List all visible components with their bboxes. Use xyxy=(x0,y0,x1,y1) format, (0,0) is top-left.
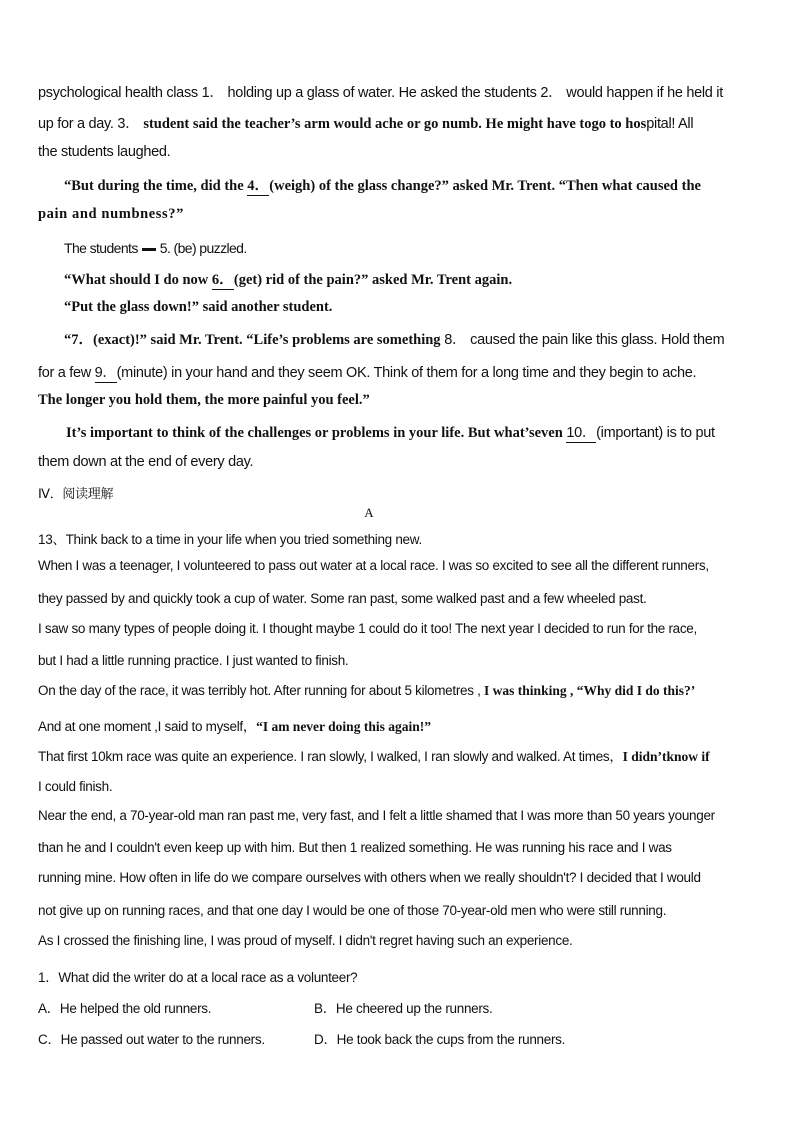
blank-number-1: 1． xyxy=(201,85,224,101)
cloze-line-5: pain and numbness?” xyxy=(38,206,184,222)
option-a: A．He helped the old runners. xyxy=(38,1001,212,1016)
cloze-line-9 xyxy=(64,328,724,349)
text: “I am never doing this again!” xyxy=(256,719,431,734)
dash-mark xyxy=(142,248,156,251)
blank-number-9: 9． xyxy=(95,361,117,383)
text: “7．(exact)!” said Mr. Trent. “Life’s problems are something xyxy=(64,332,445,348)
cloze-line-11: The longer you hold them, the more painful you feel.” xyxy=(38,392,370,408)
text: (weigh) of the glass change?” asked Mr. Trent. “Then what caused the xyxy=(269,178,701,194)
section-title: Ⅳ．阅读理解 xyxy=(38,486,114,501)
text: psychological health class xyxy=(38,85,202,101)
text: pital! All xyxy=(646,116,694,132)
reading-line-6 xyxy=(38,715,431,735)
text: for a few xyxy=(38,365,95,381)
part-label: A xyxy=(364,505,374,520)
reading-line-12: not give up on running races, and that one day I would be one of those 70-year-old men who were still running. xyxy=(38,903,667,918)
reading-line-9: Near the end, a 70-year-old man ran past me, very fast, and I felt a little shamed that I was more than 50 years younger xyxy=(38,808,715,823)
text: That first 10km race was quite an experience. I ran slowly, I walked, I ran slowly and walked. At times， xyxy=(38,749,623,764)
reading-line-11: running mine. How often in life do we compare ourselves with others when we really shouldn't? I decided that I would xyxy=(38,870,701,885)
text: student said the teacher’s arm would ache or go numb. He might have togo to hos xyxy=(143,116,647,132)
reading-line-4: but I had a little running practice. I just wanted to finish. xyxy=(38,653,349,668)
text: It’s important to think of the challenges or problems in your life. But what’seven xyxy=(66,425,567,441)
reading-line-1: When I was a teenager, I volunteered to pass out water at a local race. I was so excited to see all the different runners, xyxy=(38,558,709,573)
cloze-line-10 xyxy=(38,361,696,383)
reading-line-3: I saw so many types of people doing it. I thought maybe 1 could do it too! The next year I decided to run for the race, xyxy=(38,621,697,636)
blank-number-8: 8． xyxy=(444,332,467,348)
reading-line-2: they passed by and quickly took a cup of water. Some ran past, some walked past and a few wheeled past. xyxy=(38,591,647,606)
text: caused the pain like this glass. Hold them xyxy=(470,332,725,348)
reading-intro: 13、Think back to a time in your life when you tried something new. xyxy=(38,532,422,547)
text: (get) rid of the pain?” asked Mr. Trent again. xyxy=(233,272,513,288)
text: (minute) in your hand and they seem OK. Think of them for a long time and they begin to ache. xyxy=(116,365,697,381)
cloze-line-8: “Put the glass down!” said another student. xyxy=(64,299,333,315)
cloze-line-1 xyxy=(38,81,723,102)
cloze-line-2 xyxy=(38,112,693,133)
cloze-line-3: the students laughed. xyxy=(38,144,171,160)
text: The students xyxy=(64,240,138,256)
option-b: B．He cheered up the runners. xyxy=(314,1001,493,1016)
text: I didn’tknow if xyxy=(622,749,710,764)
question-stem: 1．What did the writer do at a local race as a volunteer? xyxy=(38,970,358,985)
cloze-line-13: them down at the end of every day. xyxy=(38,454,254,470)
option-d: D．He took back the cups from the runners. xyxy=(314,1032,566,1047)
reading-line-13: As I crossed the finishing line, I was proud of myself. I didn't regret having such an experience. xyxy=(38,933,573,948)
text: (important) is to put xyxy=(596,425,715,441)
blank-number-4: 4． xyxy=(247,174,269,196)
reading-line-7 xyxy=(38,745,710,765)
blank-number-3: 3． xyxy=(117,116,140,132)
cloze-line-4 xyxy=(64,174,701,196)
text: would happen if he held it xyxy=(566,85,723,101)
text: I was thinking , “Why did I do this?’ xyxy=(484,683,696,698)
text: “What should I do now xyxy=(64,272,212,288)
reading-line-5 xyxy=(38,683,695,699)
text: And at one moment ,I said to myself， xyxy=(38,719,257,734)
blank-number-10: 10． xyxy=(566,421,596,443)
cloze-line-7 xyxy=(64,268,512,290)
blank-number-6: 6． xyxy=(212,268,234,290)
reading-line-10: than he and I couldn't even keep up with him. But then 1 realized something. He was running his race and I was xyxy=(38,840,672,855)
option-c: C．He passed out water to the runners. xyxy=(38,1032,265,1047)
blank-number-2: 2． xyxy=(540,85,563,101)
text: 5. (be) puzzled. xyxy=(159,240,247,256)
text: holding up a glass of water. He asked the students xyxy=(227,85,541,101)
text: “But during the time, did the xyxy=(64,178,248,194)
cloze-line-6 xyxy=(64,240,247,256)
text: On the day of the race, it was terribly hot. After running for about 5 kilometres , xyxy=(38,683,485,698)
cloze-line-12 xyxy=(66,421,715,443)
text: up for a day. xyxy=(38,116,118,132)
reading-line-8: I could finish. xyxy=(38,779,113,794)
